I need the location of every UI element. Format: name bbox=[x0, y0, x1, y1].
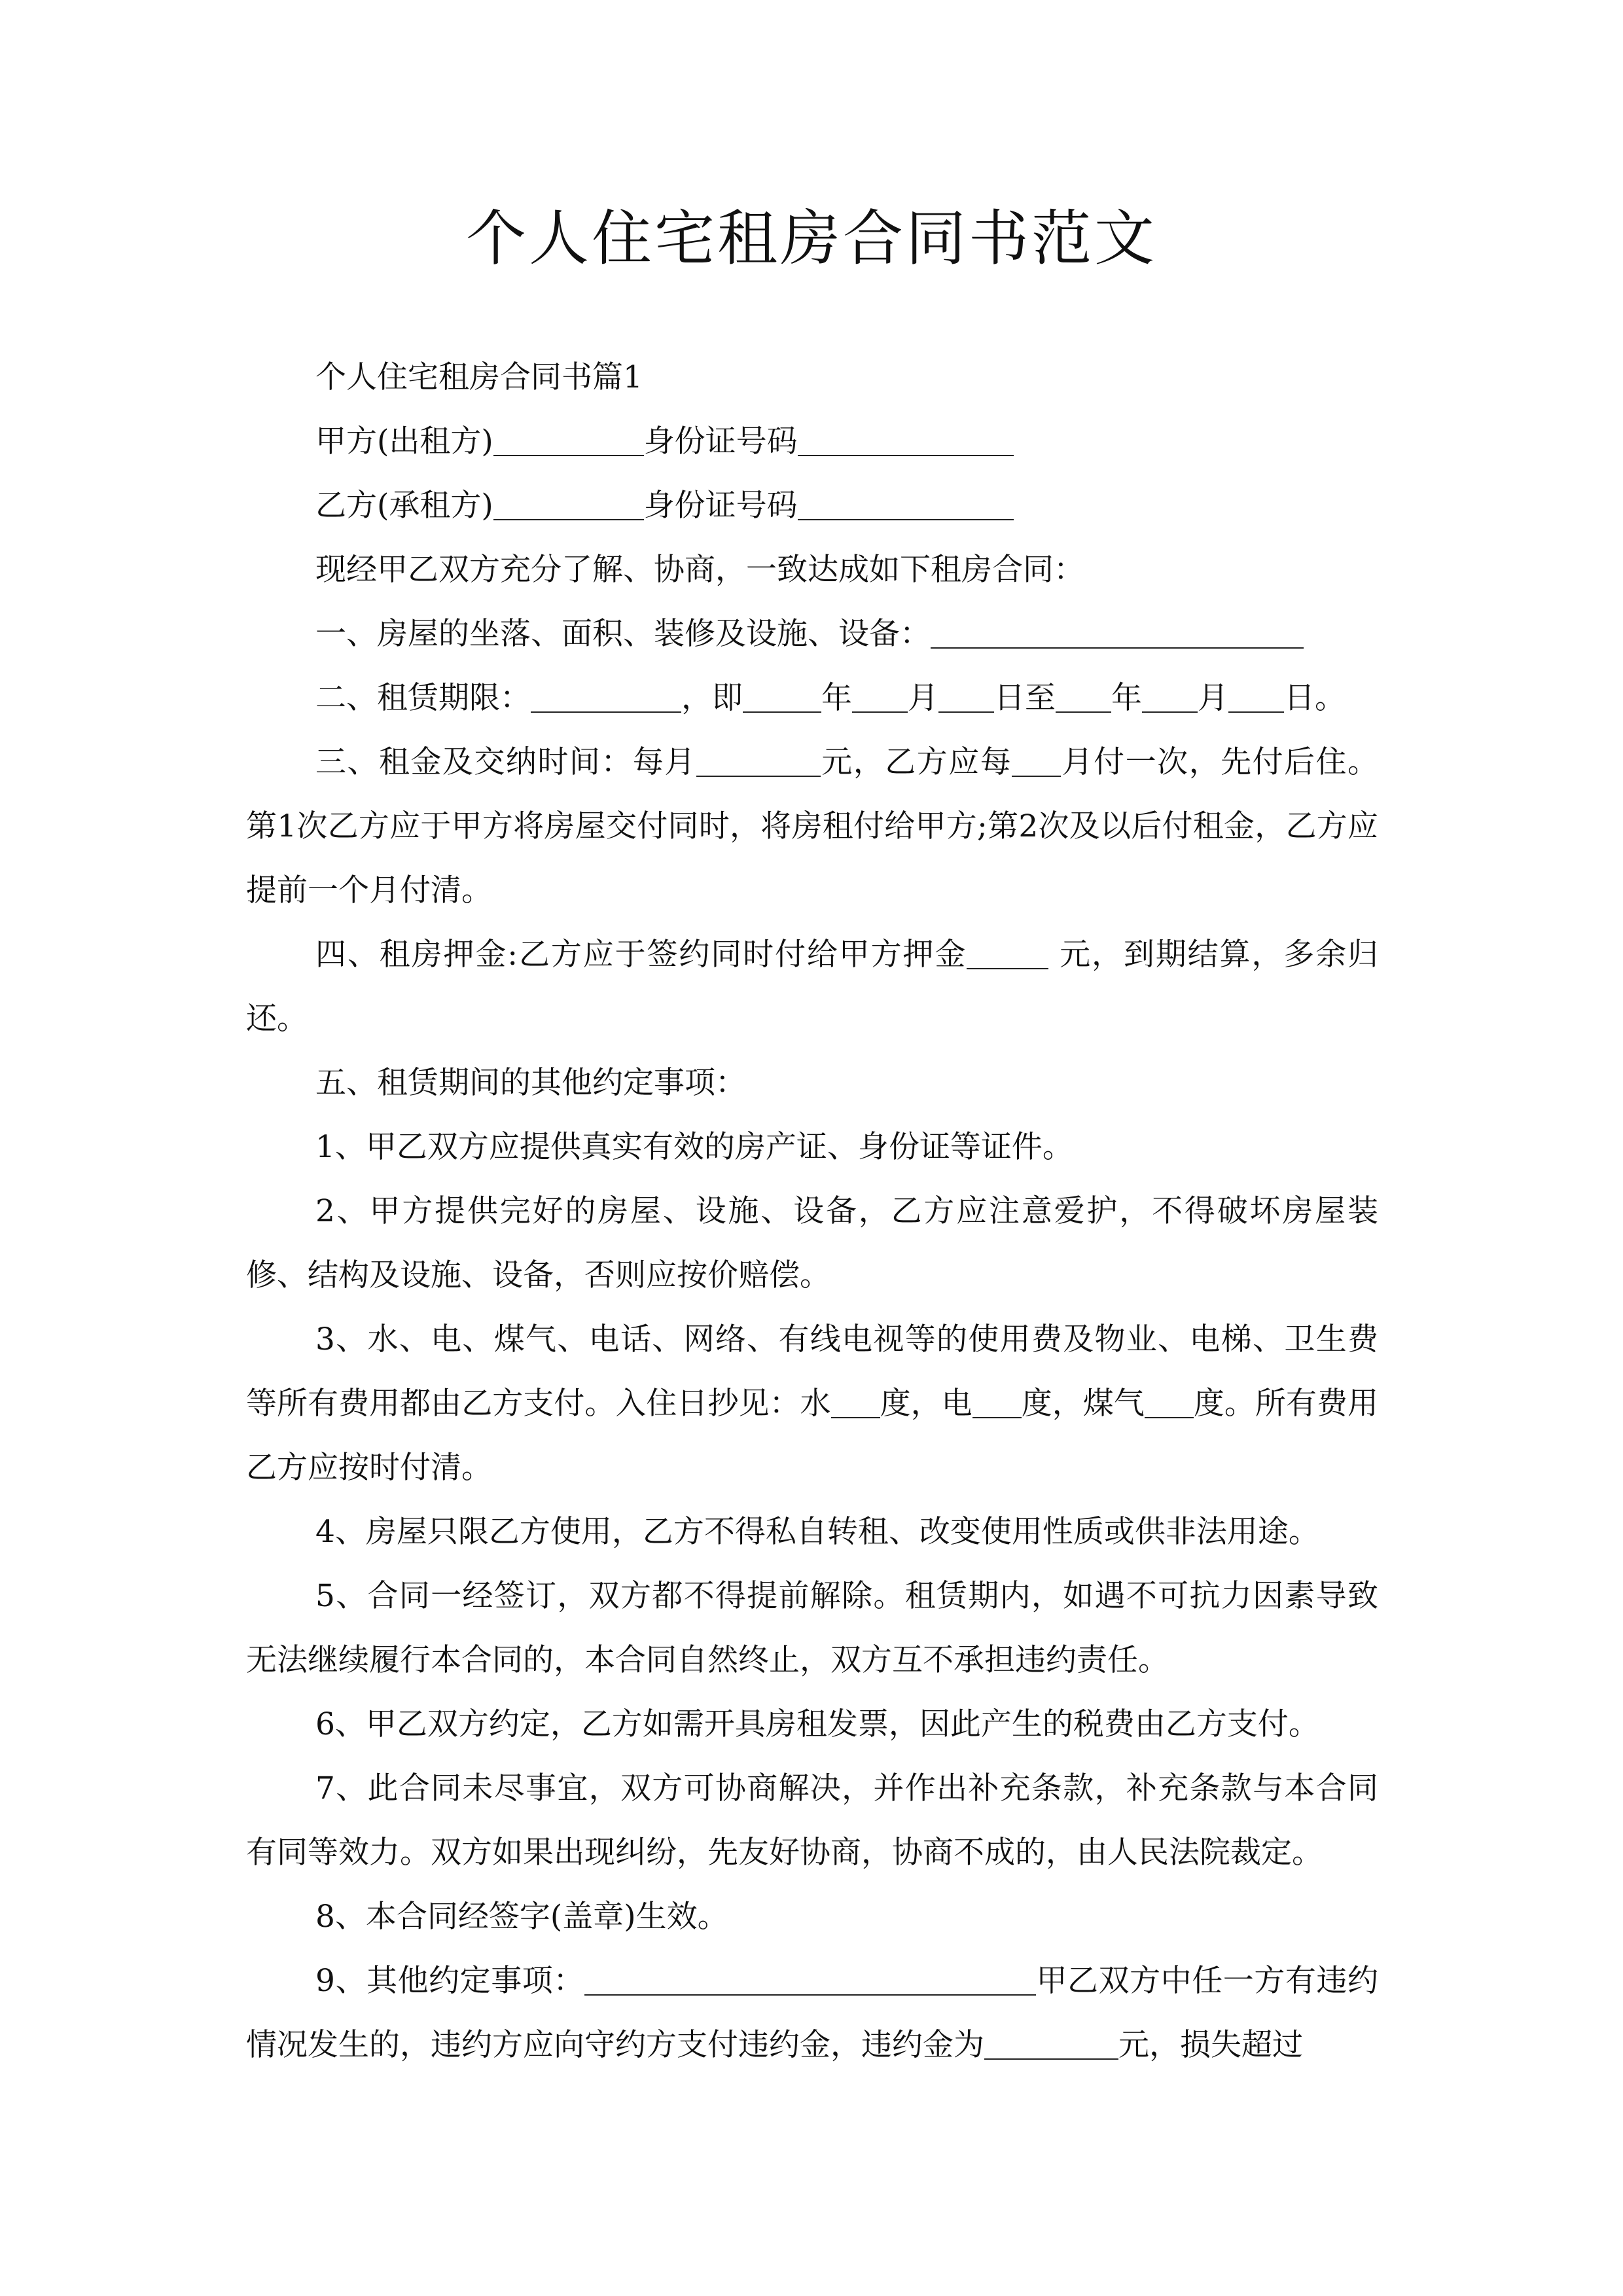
monthly-rent-blank bbox=[696, 745, 821, 777]
clause-4 bbox=[246, 923, 1378, 1051]
item-9-text-a: 9、其他约定事项： bbox=[315, 1963, 584, 1999]
clause-4-text-a: 四、租房押金:乙方应于签约同时付给甲方押金 bbox=[315, 937, 967, 973]
water-reading-blank bbox=[831, 1386, 880, 1418]
gas-reading-blank bbox=[1145, 1386, 1194, 1418]
clause-2-connector: ，即 bbox=[681, 680, 743, 716]
deposit-blank bbox=[967, 937, 1048, 969]
party-a-line bbox=[246, 410, 1378, 474]
party-a-name-blank bbox=[493, 424, 644, 456]
other-terms-blank bbox=[584, 1964, 1036, 1996]
item-7: 7、此合同未尽事宜，双方可协商解决，并作出补充条款，补充条款与本合同有同等效力。双方如果出现纠纷，先友好协商，协商不成的，由人民法院裁定。 bbox=[246, 1770, 1378, 1871]
item-5: 5、合同一经签订，双方都不得提前解除。租赁期内，如遇不可抗力因素导致无法继续履行本合同的，本合同自然终止，双方互不承担违约责任。 bbox=[246, 1578, 1378, 1678]
item-8: 8、本合同经签字(盖章)生效。 bbox=[315, 1899, 728, 1935]
document-body bbox=[246, 346, 1378, 2077]
end-year-blank bbox=[1056, 681, 1111, 713]
day-end-label: 日。 bbox=[1284, 680, 1346, 716]
property-details-blank bbox=[931, 617, 1304, 649]
clause-3 bbox=[246, 730, 1378, 923]
party-b-name-blank bbox=[493, 488, 644, 520]
penalty-amount-blank bbox=[984, 2028, 1118, 2060]
party-b-id-label: 身份证号码 bbox=[643, 488, 798, 524]
electricity-reading-blank bbox=[972, 1386, 1022, 1418]
party-b-line bbox=[246, 474, 1378, 538]
item-2: 2、甲方提供完好的房屋、设施、设备，乙方应注意爱护，不得破坏房屋装修、结构及设施、设备，否则应按价赔偿。 bbox=[246, 1193, 1378, 1293]
party-a-id-label: 身份证号码 bbox=[643, 423, 798, 459]
item-3-text-c: 度，煤气 bbox=[1021, 1386, 1145, 1422]
item-3-text-a: 3、水、电、煤气、电话、网络、有线电视等的使用费及物业、电梯、卫生费等所有费用都由乙方支付。入住日抄见：水 bbox=[246, 1321, 1378, 1422]
day-to-label: 日至 bbox=[994, 680, 1056, 716]
clause-3-text-b: 元，乙方应每 bbox=[820, 744, 1012, 780]
clause-1 bbox=[246, 602, 1378, 666]
item-3 bbox=[246, 1308, 1378, 1500]
item-9 bbox=[246, 1949, 1378, 2077]
clause-3-text-c: 月付一次，先付后住。第1次乙方应于甲方将房屋交付同时，将房租付给甲方;第2次及以后付租金，乙方应提前一个月付清。 bbox=[246, 744, 1379, 908]
item-1: 1、甲乙双方应提供真实有效的房产证、身份证等证件。 bbox=[315, 1129, 1073, 1165]
item-4: 4、房屋只限乙方使用，乙方不得私自转租、改变使用性质或供非法用途。 bbox=[315, 1514, 1319, 1550]
party-b-label: 乙方(承租方) bbox=[315, 488, 493, 524]
clause-2 bbox=[246, 666, 1378, 730]
clause-1-text: 一、房屋的坐落、面积、装修及设施、设备： bbox=[315, 616, 931, 652]
month-label: 月 bbox=[908, 680, 938, 716]
start-month-blank bbox=[852, 681, 908, 713]
lease-term-blank bbox=[531, 681, 681, 713]
month-label-2: 月 bbox=[1198, 680, 1228, 716]
item-3-text-b: 度，电 bbox=[880, 1386, 972, 1422]
item-9-text-b: 甲乙双方中任一方有违约情况发生的，违约方应向守约方支付违约金，违约金为 bbox=[246, 1963, 1379, 2063]
document-title: 个人住宅租房合同书范文 bbox=[465, 204, 1157, 274]
party-a-id-blank bbox=[798, 424, 1014, 456]
item-3-text-d: 度。所有费用乙方应按时付清。 bbox=[246, 1386, 1379, 1486]
intro-paragraph: 现经甲乙双方充分了解、协商，一致达成如下租房合同： bbox=[315, 552, 1084, 588]
item-9-text-c: 元，损失超过 bbox=[1118, 2027, 1303, 2063]
clause-3-text-a: 三、租金及交纳时间：每月 bbox=[315, 744, 696, 780]
section-heading: 个人住宅租房合同书篇1 bbox=[315, 359, 643, 395]
item-6: 6、甲乙双方约定，乙方如需开具房租发票，因此产生的税费由乙方支付。 bbox=[315, 1706, 1319, 1742]
end-month-blank bbox=[1142, 681, 1198, 713]
party-b-id-blank bbox=[798, 488, 1014, 520]
year-label: 年 bbox=[821, 680, 852, 716]
start-year-blank bbox=[743, 681, 821, 713]
payment-interval-blank bbox=[1012, 745, 1061, 777]
start-day-blank bbox=[938, 681, 994, 713]
end-day-blank bbox=[1228, 681, 1284, 713]
party-a-label: 甲方(出租方) bbox=[315, 423, 493, 459]
clause-4-text-b: 元，到期结算，多余归还。 bbox=[246, 937, 1378, 1037]
clause-5: 五、租赁期间的其他约定事项： bbox=[315, 1065, 746, 1101]
clause-2-label: 二、租赁期限： bbox=[315, 680, 531, 716]
year-label-2: 年 bbox=[1111, 680, 1142, 716]
